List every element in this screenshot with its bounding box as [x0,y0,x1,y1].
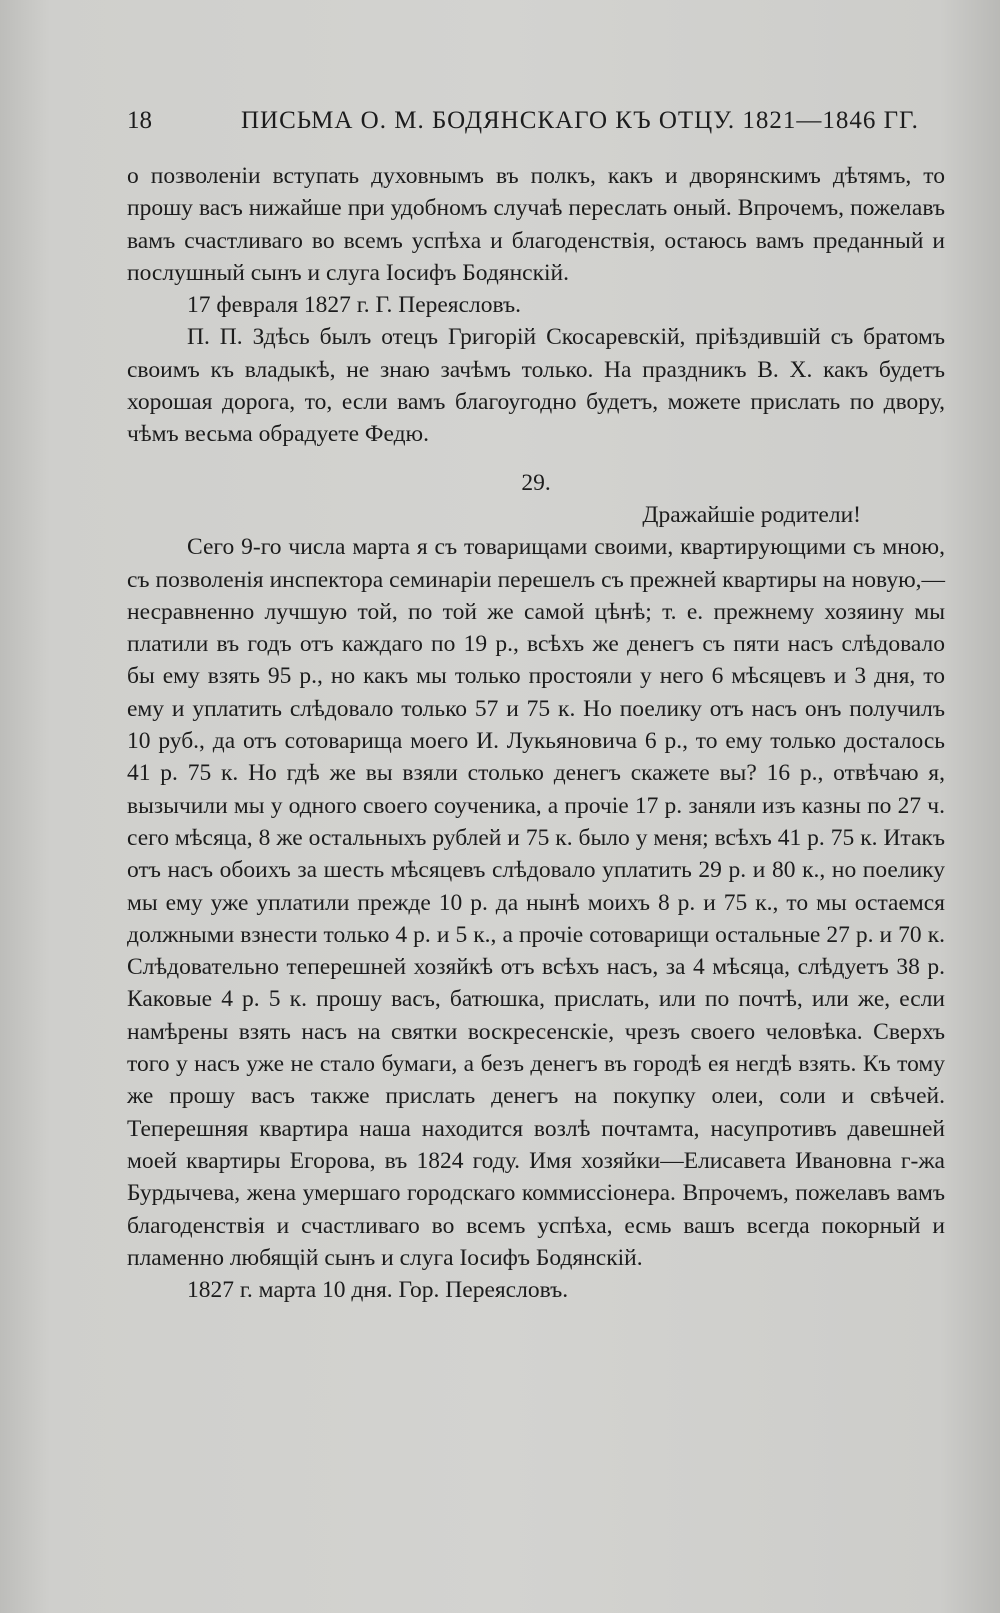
page-number: 18 [127,107,152,134]
letter-28-postscript: П. П. Здѣсь былъ отецъ Григорій Скосаревскій, пріѣздившій съ братомъ своимъ къ владыкѣ, не знаю зачѣмъ только. На праздникъ В. Х. какъ будетъ хорошая дорога, то, если вамъ благоугодно будетъ, можете прислать по двору, чѣмъ весьма обрадуете Федю. [127,324,945,448]
letter-29-body: Сего 9-го числа марта я съ товарищами своими, квартирующими съ мною, съ позволенія инспектора семинаріи перешелъ съ прежней квартиры на новую,—несравненно лучшую той, по той же самой цѣнѣ; т. е. прежнему хозяину мы платили въ годъ отъ каждаго по 19 р., всѣхъ же денегъ съ пяти насъ слѣдовало бы ему взять 95 р., но какъ мы только простояли у него 6 мѣсяцевъ и 3 дня, то ему и уплатить слѣдовало только 57 и 75 к. Но поелику отъ насъ онъ получилъ 10 руб., да отъ сотоварища моего И. Лукьяновича 6 р., то ему только досталось 41 р. 75 к. Но гдѣ же вы взяли столько денегъ скажете вы? 16 р., отвѣчаю я, вызычили мы у одного своего соученика, а прочіе 17 р. заняли изъ казны по 27 ч. сего мѣсяца, 8 же остальныхъ рублей и 75 к. было у меня; всѣхъ 41 р. 75 к. Итакъ отъ насъ обоихъ за шесть мѣсяцевъ слѣдовало уплатить 29 р. и 80 к., но поелику мы ему уже уплатили прежде 10 р. да нынѣ моихъ 8 р. и 75 к., то мы остаемся должными взнести только 4 р. и 5 к., а прочіе сотоварищи остальные 27 р. и 70 к. Слѣдовательно теперешней хозяйкѣ отъ всѣхъ насъ, за 4 мѣсяца, слѣдуетъ 38 р. Каковые 4 р. 5 к. прошу васъ, батюшка, прислать, или по почтѣ, или же, если намѣрены взять насъ на святки воскресенскіе, чрезъ своего человѣка. Сверхъ того у насъ уже не стало бумаги, а безъ денегъ въ городѣ ея негдѣ взять. Къ тому же прошу васъ также прислать денегъ на покупку олеи, соли и свѣчей. Теперешняя квартира наша находится возлѣ почтамта, насупротивъ давешней моей квартиры Егорова, въ 1824 году. Имя хозяйки—Елисавета Ивановна г-жа Бурдычева, жена умершаго городскаго коммиссіонера. Впрочемъ, пожелавъ вамъ благоденствія и счастливаго во всемъ успѣха, есмь вашъ всегда покорный и пламенно любящій сынъ и слуга Іосифъ Бодянскій. [127,534,945,1271]
page-header [127,104,919,138]
letter-29-number: 29. [521,469,551,496]
letter-29-salutation: Дражайшіе родители! [642,501,861,528]
letter-29-dateline: 1827 г. марта 10 дня. Гор. Переясловъ. [187,1277,569,1304]
running-title: ПИСЬМА О. М. БОДЯНСКАГО КЪ ОТЦУ. 1821—1846 ГГ. [241,107,919,134]
letter-28-dateline: 17 февраля 1827 г. Г. Переясловъ. [187,292,522,319]
page-body [127,160,945,1306]
letter-28-closing-paragraph: о позволеніи вступать духовнымъ въ полкъ, какъ и дворянскимъ дѣтямъ, то прошу васъ нижайше при удобномъ случаѣ переслать оный. Впрочемъ, пожелавъ вамъ счастливаго во всемъ успѣха и благоденствія, остаюсь вамъ преданный и послушный сынъ и слуга Іосифъ Бодянскій. [127,163,945,286]
